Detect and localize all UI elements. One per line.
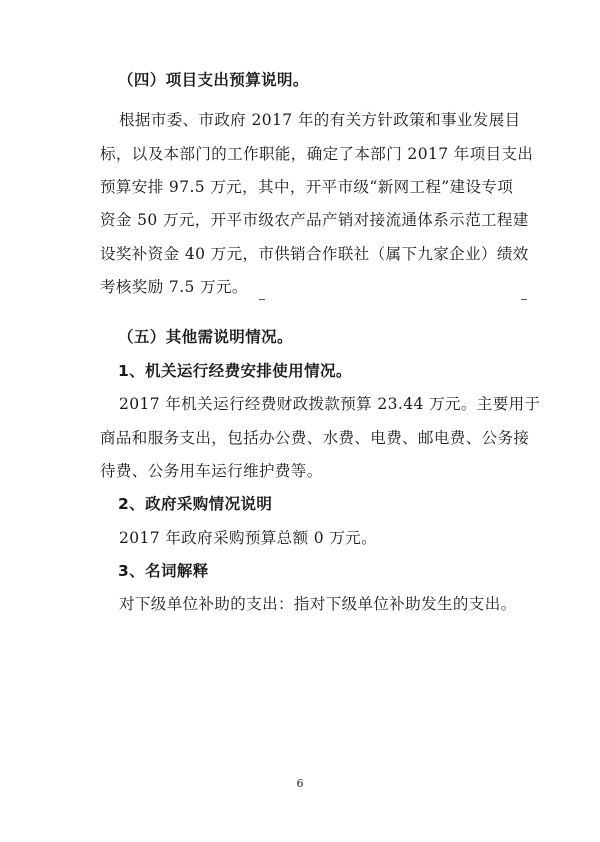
- item-1-line-1: 2017 年机关运行经费财政拨款预算 23.44 万元。主要用于: [119, 395, 541, 413]
- item-3-heading: 3、名词解释: [118, 562, 209, 580]
- item-3-line-1: 对下级单位补助的支出：指对下级单位补助发生的支出。: [119, 595, 517, 613]
- section-4-heading: （四）项目支出预算说明。: [118, 71, 309, 89]
- item-1-line-3: 待费、公务用车运行维护费等。: [100, 462, 323, 480]
- section-4-line-6: 考核奖励 7.5 万元。: [100, 278, 248, 296]
- item-1-line-2: 商品和服务支出，包括办公费、水费、电费、邮电费、公务接: [100, 429, 530, 447]
- section-4-line-1: 根据市委、市政府 2017 年的有关方针政策和事业发展目: [119, 111, 521, 129]
- section-4-line-4: 资金 50 万元，开平市级农产品产销对接流通体系示范工程建: [100, 211, 529, 229]
- item-2-line-1: 2017 年政府采购预算总额 0 万元。: [119, 529, 378, 547]
- section-4-line-5: 设奖补资金 40 万元，市供销合作联社（属下九家企业）绩效: [100, 245, 529, 263]
- item-1-heading: 1、机关运行经费安排使用情况。: [118, 362, 352, 380]
- section-4-line-2: 标，以及本部门的工作职能，确定了本部门 2017 年项目支出: [100, 145, 534, 163]
- section-5-heading: （五）其他需说明情况。: [118, 328, 293, 346]
- item-2-heading: 2、政府采购情况说明: [118, 495, 273, 513]
- page-number: 6: [296, 777, 304, 790]
- scan-mark: [259, 299, 265, 300]
- scan-mark: [521, 299, 527, 300]
- section-4-line-3: 预算安排 97.5 万元，其中，开平市级“新网工程”建设专项: [100, 178, 514, 196]
